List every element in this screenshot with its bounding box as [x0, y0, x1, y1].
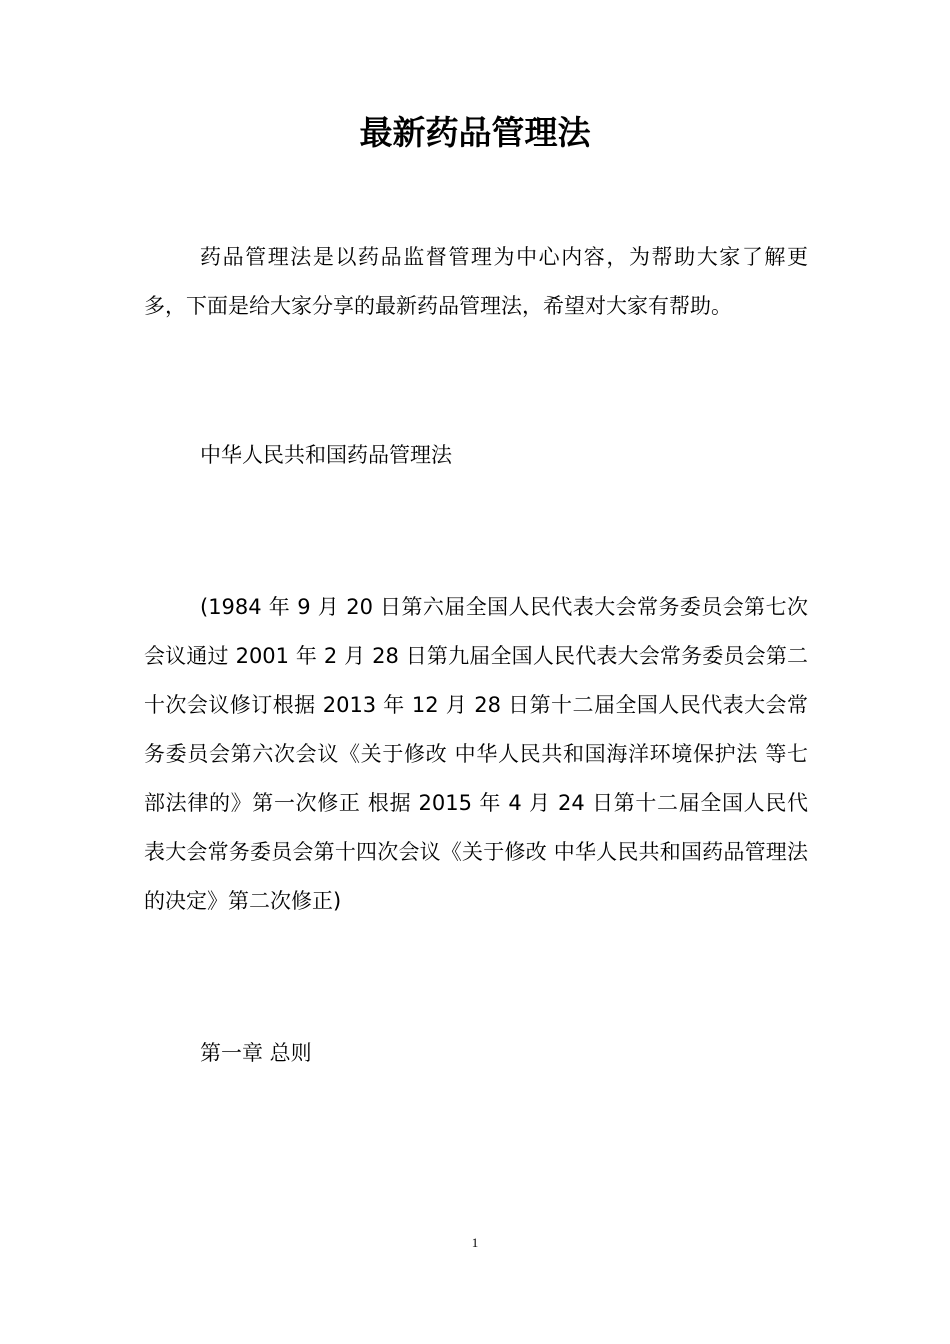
- document-title: 最新药品管理法: [359, 113, 591, 152]
- amendment-history-paragraph: (1984 年 9 月 20 日第六届全国人民代表大会常务委员会第七次会议通过 2001 年 2 月 28 日第九届全国人民代表大会常务委员会第二十次会议修订根据 2013 年 12 月 28 日第十二届全国人民代表大会常务委员会第六次会议《关于修改 中华人民共和国海洋环境保护法 等七部法律的》第一次修正 根据 2015 年 4 月 24 日第十二届全国人民代表大会常务委员会第十四次会议《关于修改 中华人民共和国药品管理法 的决定》第二次修正): [144, 595, 808, 913]
- law-name-paragraph: 中华人民共和国药品管理法: [200, 443, 452, 467]
- chapter-heading: 第一章 总则: [200, 1041, 312, 1065]
- page-number: 1: [471, 1235, 479, 1250]
- intro-paragraph: 药品管理法是以药品监督管理为中心内容，为帮助大家了解更多，下面是给大家分享的最新药品管理法，希望对大家有帮助。: [144, 245, 808, 318]
